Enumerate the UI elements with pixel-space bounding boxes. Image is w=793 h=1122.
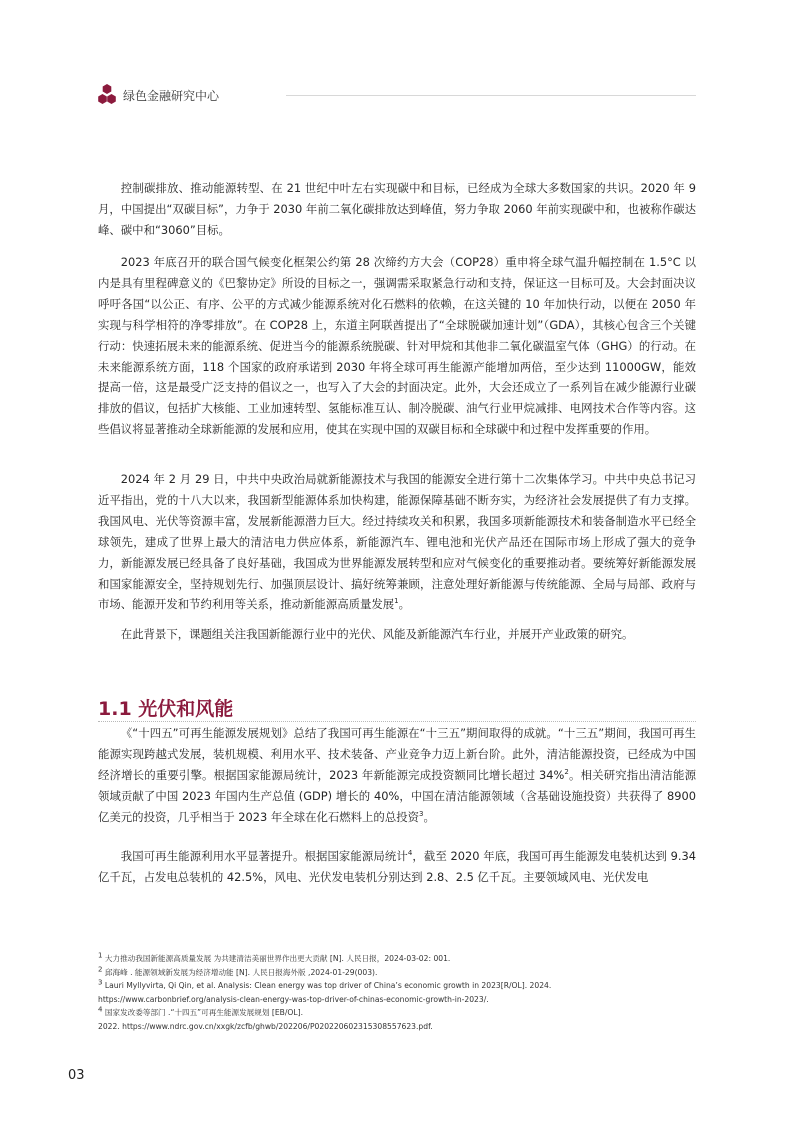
footnote-text: 国家发改委等部门 .“十四五”可再生能源发展规划 [EB/OL]. xyxy=(104,1008,303,1018)
footnote-ref-1[interactable]: 1 xyxy=(394,597,399,606)
period: 。 xyxy=(423,809,435,824)
footnote-3-url[interactable] xyxy=(98,993,698,1007)
footnote-ref-4[interactable]: 4 xyxy=(407,849,413,858)
footnote-text: 大力推动我国新能源高质量发展 为共建清洁美丽世界作出更大贡献 [N]. 人民日报，2024-03-02: 001. xyxy=(104,954,451,963)
footnote-3 xyxy=(98,979,698,993)
hexagon-cluster-icon xyxy=(98,84,116,106)
footnote-2 xyxy=(98,966,698,980)
paragraph-utilization-text-b: ，截至 2020 年底，我国可再生能源发电装机达到 9.34 亿千瓦，占发电总装机的 42.5%，风电、光伏发电装机分别达到 2.8、2.5 亿千瓦。主要领域风电、光伏发电 xyxy=(98,849,696,884)
page-number: 03 xyxy=(68,1068,85,1083)
footnote-text: 邱海峰 . 能源领域新发展为经济增动能 [N]. 人民日报海外版 ,2024-01-29(003). xyxy=(104,967,378,977)
footnote-ref-3[interactable]: 3 xyxy=(419,809,424,818)
paragraph-politburo xyxy=(98,469,696,615)
paragraph-utilization xyxy=(98,846,696,888)
paragraph-plan-text-b: 。相关研究指出清洁能源领域贡献了中国 2023 年国内生产总值 (GDP) 增长的 40%，中国在清洁能源领域（含基础设施投资）共获得了 8900 亿美元的投资，几乎相当于 2023 年全球在化石燃料上的总投资 xyxy=(98,767,696,824)
footnote-text: Lauri Myllyvirta, Qi Qin, et al. Analysis: Clean energy was top driver of China’s economic growth in 2023[R/OL]. 2024. xyxy=(104,981,552,991)
footnote-marker: 4 xyxy=(98,1005,103,1014)
footnote-4-url[interactable] xyxy=(98,1020,698,1034)
org-name: 绿色金融研究中心 xyxy=(123,89,220,103)
paragraph-plan-text-a: 《“十四五”可再生能源发展规划》总结了我国可再生能源在“十三五”期间取得的成就。“十三五”期间，我国可再生能源实现跨越式发展，装机规模、利用水平、技术装备、产业竞争力迈上新台阶。此外，清洁能源投资，已经成为中国经济增长的重要引擎。根据国家能源局统计，2023 年新能源完成投资额同比增长超过 34% xyxy=(98,726,696,782)
paragraph-background: 在此背景下，课题组关注我国新能源行业中的光伏、风能及新能源汽车行业，并展开产业政策的研究。 xyxy=(120,627,634,641)
paragraph-plan xyxy=(98,723,696,828)
paragraph-politburo-text: 2024 年 2 月 29 日，中共中央政治局就新能源技术与我国的能源安全进行第十二次集体学习。中共中央总书记习近平指出，党的十八大以来，我国新型能源体系加快构建，能源保障基础不断夯实，为经济社会发展提供了有力支撑。我国风电、光伏等资源丰富，发展新能源潜力巨大。经过持续攻关和积累，我国多项新能源技术和装备制造水平已经全球领先，建成了世界上最大的清洁电力供应体系，新能源汽车、锂电池和光伏产品还在国际市场上形成了强大的竞争力，新能源发展已经具备了良好基础，我国成为世界能源发展转型和应对气候变化的重要推动者。要统筹好新能源发展和国家能源安全，坚持规划先行、加强顶层设计、搞好统筹兼顾，注意处理好新能源与传统能源、全局与局部、政府与市场、能源开发和节约利用等关系，推动新能源高质量发展 xyxy=(98,472,696,612)
footnotes xyxy=(98,952,698,1034)
footnote-link[interactable]: 2022. https://www.ndrc.gov.cn/xxgk/zcfb/ghwb/202206/P020220602315308557623.pdf. xyxy=(98,1021,433,1031)
header-divider xyxy=(286,95,696,96)
footnote-marker: 2 xyxy=(98,965,103,974)
footnote-4 xyxy=(98,1006,698,1020)
paragraph-intro: 控制碳排放、推动能源转型、在 21 世纪中叶左右实现碳中和目标，已经成为全球大多数国家的共识。2020 年 9 月，中国提出“双碳目标”，力争于 2030 年前二氧化碳排放达到峰值，努力争取 2060 年前实现碳中和，也被称作碳达峰、碳中和“3060”目标。 xyxy=(98,181,696,237)
footnote-marker: 3 xyxy=(98,978,103,987)
footnote-marker: 1 xyxy=(98,951,103,960)
footnote-ref-2[interactable]: 2 xyxy=(564,768,569,777)
section-title: 1.1 光伏和风能 xyxy=(98,698,234,720)
footnote-1 xyxy=(98,952,698,966)
paragraph-utilization-text-a: 我国可再生能源利用水平显著提升。根据国家能源局统计 xyxy=(120,849,408,863)
paragraph-cop28: 2023 年底召开的联合国气候变化框架公约第 28 次缔约方大会（COP28）重申将全球气温升幅控制在 1.5°C 以内是具有里程碑意义的《巴黎协定》所设的目标之一，强调需采取紧急行动和支持，保证这一目标可及。大会封面决议呼吁各国“以公正、有序、公平的方式减少能源系统对化石燃料的依赖，在这关键的 10 年加快行动，以便在 2050 年实现与科学相符的净零排放”。在 COP28 上，东道主阿联酋提出了“全球脱碳加速计划”（GDA），其核心包含三个关键行动：快速拓展未来的能源系统、促进当今的能源系统脱碳、针对甲烷和其他非二氧化碳温室气体（GHG）的行动。在未来能源系统方面，118 个国家的政府承诺到 2030 年将全球可再生能源产能增加两倍，至少达到 11000GW，能效提高一倍，这是最受广泛支持的倡议之一，也写入了大会的封面决定。此外，大会还成立了一系列旨在减少能源行业碳排放的倡议，包括扩大核能、工业加速转型、氢能标准互认、制冷脱碳、油气行业甲烷减排、电网技术合作等内容。这些倡议将显著推动全球新能源的发展和应用，使其在实现中国的双碳目标和全球碳中和过程中发挥重要的作用。 xyxy=(98,255,696,437)
footnote-link[interactable]: https://www.carbonbrief.org/analysis-clean-energy-was-top-driver-of-chinas-economic-growth-in-2023/. xyxy=(98,994,489,1004)
period: 。 xyxy=(398,597,411,612)
page-header xyxy=(98,84,698,108)
section-divider xyxy=(98,721,696,722)
